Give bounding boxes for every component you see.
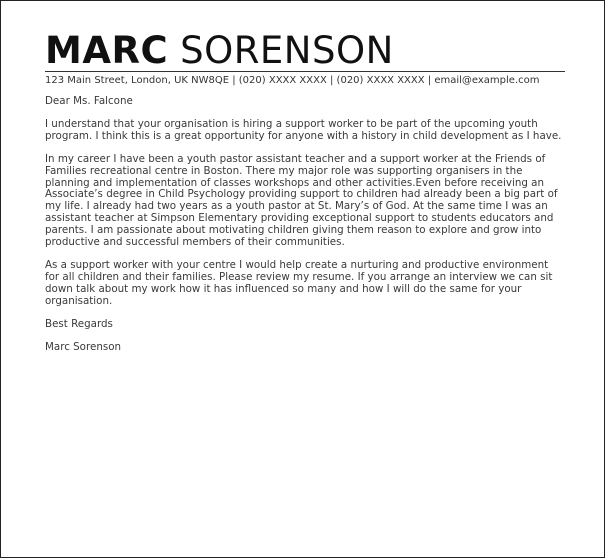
contact-line: 123 Main Street, London, UK NW8QE | (020) XXXX XXXX | (020) XXXX XXXX | email@example.com: [45, 71, 565, 87]
last-name: SORENSON: [180, 29, 394, 72]
greeting: Dear Ms. Falcone: [45, 95, 133, 107]
paragraph-closing: As a support worker with your centre I would help create a nurturing and productive environment for all children and their families. Please review my resume. If you arrange an interview we can sit down talk about my work how it has influenced so many and how I will do the same for your organisation.: [45, 258, 553, 307]
signature: Marc Sorenson: [45, 340, 122, 353]
cover-letter: [45, 31, 565, 364]
closing: Best Regards: [45, 317, 113, 330]
first-name: MARC: [45, 29, 169, 72]
letter-body: [45, 96, 565, 353]
paragraph-experience: In my career I have been a youth pastor assistant teacher and a support worker at the Friends of Families recreational centre in Boston. There my major role was supporting organisers in the planning and implementation of classes workshops and other activities.Even before receiving an Associate’s degree in Child Psychology providing support to children had already been a big part of my life. I already had two years as a youth pastor at St. Mary’s of God. At the same time I was an assistant teacher at Simpson Elementary providing exceptional support to students educators and parents. I am passionate about motivating children giving them reason to explore and grow into productive and successful members of their communities.: [45, 152, 558, 249]
paragraph-intro: I understand that your organisation is hiring a support worker to be part of the upcoming youth program. I think this is a great opportunity for anyone with a history in child development as I have.: [45, 117, 562, 142]
applicant-name: [45, 31, 565, 71]
